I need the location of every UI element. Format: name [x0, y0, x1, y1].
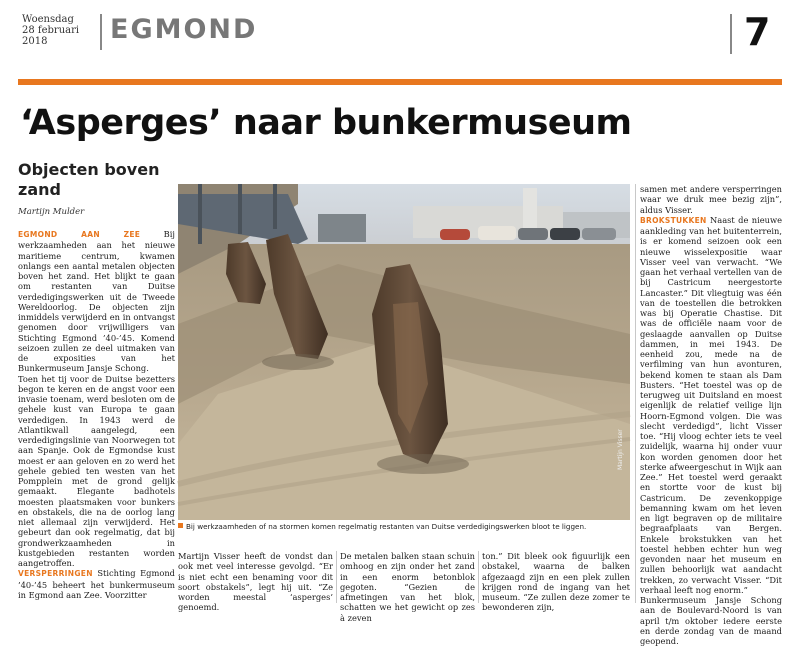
col5-paragraph-3: Bunkermuseum Jansje Schong aan de Boulevard-Noord is van april t/m oktober iedere eerste en derde zondag van de maand geopend.: [640, 595, 782, 646]
page-number: 7: [744, 10, 771, 54]
section-divider: [100, 14, 102, 50]
kicker-versperringen: VERSPERRINGEN: [18, 569, 93, 579]
body-paragraph-3: Stichting Egmond ’40-’45 beheert het bunkermuseum in Egmond aan Zee. Voorzitter: [18, 568, 175, 600]
kicker-location: EGMOND AAN ZEE: [18, 230, 141, 239]
column-rule: [336, 551, 337, 603]
section-title: EGMOND: [110, 14, 258, 45]
article-column-2: Martijn Visser heeft de vondst dan ook met veel interesse gevolgd. “Er is niet echt een benaming voor dit soort obstakels”, legt hij uit. “Ze worden meestal ‘asperges’ genoemd.: [178, 551, 333, 613]
kicker-brokstukken: BROKSTUKKEN: [640, 215, 707, 225]
date-year: 2018: [22, 36, 48, 47]
date-day-month: 28 februari: [22, 25, 80, 36]
beach-excavation-photo: [178, 184, 630, 520]
headline: ‘Asperges’ naar bunkermuseum: [20, 103, 632, 143]
col5-paragraph-1: samen met andere versperringen waar we druk mee bezig zijn”, aldus Visser.: [640, 184, 782, 215]
article-column-5: [640, 184, 782, 646]
article-photo: [178, 184, 630, 520]
intro-text: Bij werkzaamheden aan het nieuwe maritieme centrum, kwamen onlangs een aantal metalen objecten boven het zand. Het blijkt te gaan om restanten van Duitse verdedigingswerken uit de Tweede Wereldoorlog. De objecten zijn inmiddels verwijderd en in ontvangst genomen door vrijwilligers van Stichting Egmond ’40-’45. Komend seizoen zullen ze deel uitmaken van de exposities van het Bunkermuseum Jansje Schong.: [18, 229, 175, 374]
caption-marker: [178, 523, 183, 528]
column-rule: [635, 184, 636, 603]
subhead: Objecten boven zand: [18, 160, 160, 199]
page-number-divider: [730, 14, 732, 54]
masthead-date: [22, 14, 79, 47]
byline: Martijn Mulder: [18, 207, 85, 217]
caption-text: Bij werkzaamheden of na stormen komen regelmatig restanten van Duitse verdedigingswerken bloot te liggen.: [186, 522, 587, 531]
date-weekday: Woensdag: [22, 14, 74, 25]
article-column-4: ton.” Dit bleek ook figuurlijk een obstakel, waarna de balken afgezaagd zijn en een plek zullen krijgen rond de ingang van het museum. “Ze zullen deze zomer te bewonderen zijn,: [482, 551, 630, 613]
column-rule: [478, 551, 479, 603]
col5-paragraph-2: Naast de nieuwe aankleding van het buitenterrein, is er komend seizoen ook een nieuwe wisselexpositie waar Visser veel van verwacht. “We gaan het verhaal vertellen van de bij Castricum neergestorte Lancaster.” Dit vliegtuig was één van de toestellen die betrokken was bij Operatie Chastise. Dit was de officiële naam voor de geslaagde aanvallen op Duitse dammen, in mei 1943. De eenheid zou, mede na de verfilming van hun avonturen, bekend komen te staan als Dam Busters. “Het toestel was op de terugweg uit Duitsland en moest eigenlijk de relatief veilige lijn Hoorn-Egmond volgen. Die was slecht verdedigd”, licht Visser toe. “Hij vloog echter iets te veel zuidelijk, waarna hij onder vuur kon worden genomen door het sterke afweergeschut in Wijk aan Zee.” Het toestel werd geraakt en stortte voor de kust bij Castricum. De zevenkoppige bemanning kwam om het leven en ligt begraven op de militaire begraafplaats van Bergen. Enkele brokstukken van het toestel hebben echter hun weg gevonden naar het museum en zullen behoorlijk wat aandacht trekken, zo verwacht Visser. “Dit verhaal leeft nog enorm.”: [640, 214, 782, 595]
article-column-3: De metalen balken staan schuin omhoog en zijn onder het zand in een enorm betonblok gegoten. “Gezien de afmetingen van het blok, schatten we het gewicht op zes à zeven: [340, 551, 475, 623]
photo-credit: Martijn Visser: [617, 429, 624, 470]
body-paragraph-2: Toen het tij voor de Duitse bezetters begon te keren en de angst voor een invasie toenam, werd besloten om de gehele kust van Europa te gaan verdedigen. In 1943 werd de Atlantikwall aangelegd, een verdedigingslinie van Noorwegen tot aan Spanje. Ook de Egmondse kust moest er aan geloven en zo werd het gehele gebied ten westen van het Pompplein met de grond gelijk gemaakt. Elegante badhotels moesten plaatsmaken voor bunkers en obstakels, die na de oorlog lang niet allemaal zijn verwijderd. Het gebeurt dan ook regelmatig, dat bij grondwerkzaamheden in kustgebieden restanten worden aangetroffen.: [18, 373, 175, 568]
photo-caption: [178, 522, 630, 532]
orange-rule: [18, 79, 782, 85]
article-column-1: [18, 229, 175, 601]
